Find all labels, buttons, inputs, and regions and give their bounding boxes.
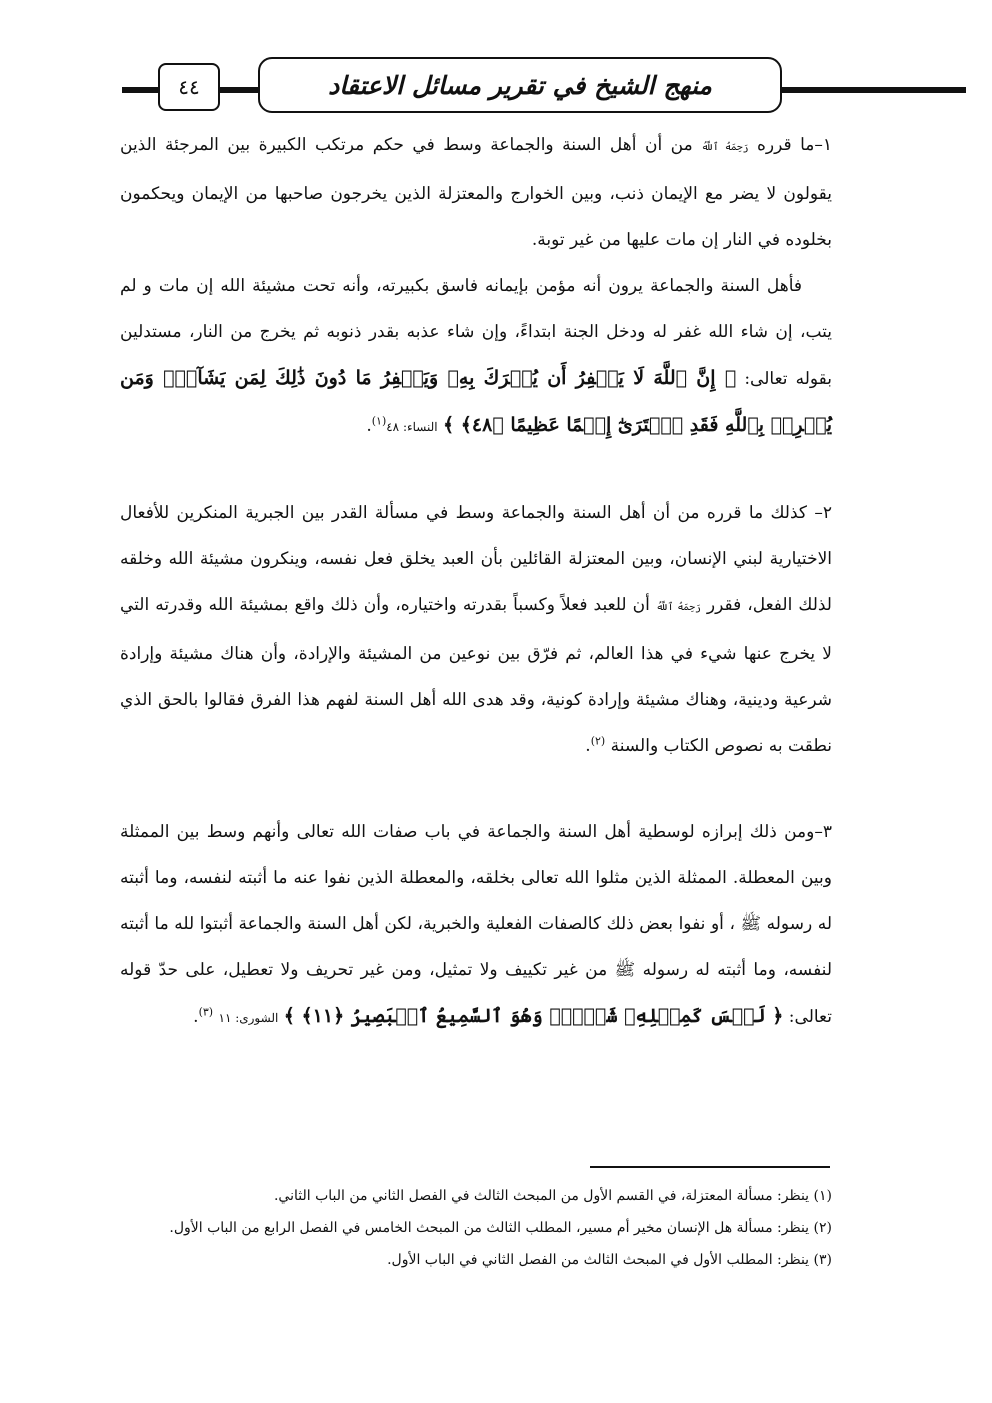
footnotes xyxy=(120,1180,832,1276)
quran-verse-shura: ﴿ لَيۡسَ كَمِثۡلِهِۦ شَيۡءٞۖ وَهُوَ ٱلسَّمِيعُ ٱلۡبَصِيرُ ﴿١١﴾ ﴾ xyxy=(283,1005,784,1027)
section-2-paragraph: ٢– كذلك ما قرره من أن أهل السنة والجماعة وسط في مسألة القدر بين الجبرية المنكرين للأفعال الاختيارية لبني الإنسان، وبين المعتزلة القائلين بأن العبد يخلق فعل نفسه، وينكرون مشيئة الله وخلقه لذلك الفعل، فقرر رَحِمَهُ ٱللَّهُ أن للعبد فعلاً وكسباً بقدرته واختياره، وأن ذلك واقع بمشيئة الله وقدرته التي لا يخرج عنها شيء في هذا العالم، ثم فرّق بين نوعين من المشيئة والإرادة، وأن هناك مشيئة وإرادة شرعية ودينية، وهناك مشيئة وإرادة كونية، وقد هدى الله أهل السنة لفهم هذا الفرق فقالوا بالحق الذي نطقت به نصوص الكتاب والسنة $^{(٢)}$. xyxy=(120,503,832,756)
rahimahullah-honorific: رَحِمَهُ ٱللَّهُ xyxy=(701,142,749,153)
footnote-3: (٣) ينظر: المطلب الأول في المبحث الثالث من الفصل الثاني في الباب الأول. xyxy=(387,1252,832,1268)
footnote-marker-2: (٢) xyxy=(590,734,606,748)
footnote-separator xyxy=(590,1166,830,1168)
header-rule-middle xyxy=(220,87,262,93)
section-1-paragraph-2: فأهل السنة والجماعة يرون أنه مؤمن بإيمانه فاسق بكبيرته، وأنه تحت مشيئة الله إن مات و لم يتب، إن شاء الله غفر له ودخل الجنة ابتداءً، وإن شاء عذبه بقدر ذنوبه ثم يخرج من النار، مستدلين بقوله تعالى: ﴿ إِنَّ ٱللَّهَ لَا يَغۡفِرُ أَن يُشۡرَكَ بِهِۦ وَيَغۡفِرُ مَا دُونَ ذَٰلِكَ لِمَن يَشَآءُۚ وَمَن يُشۡرِكۡ بِٱللَّهِ فَقَدِ ٱفۡتَرَىٰٓ إِثۡمًا عَظِيمًا ﴿٤٨﴾ ﴾ النساء: ٤٨$^{(١)}$. xyxy=(120,276,833,436)
running-title: منهج الشيخ في تقرير مسائل الاعتقاد xyxy=(258,57,782,113)
salla-honorific: ﷺ xyxy=(740,914,762,934)
header-rule-left xyxy=(122,87,160,93)
rahimahullah-honorific: رَحِمَهُ ٱللَّهُ xyxy=(655,602,701,613)
footnote-1: (١) ينظر: مسألة المعتزلة، في القسم الأول من المبحث الثالث في الفصل الثاني من الباب الثاني. xyxy=(273,1188,832,1204)
footnote-marker-3: (٣) xyxy=(198,1005,214,1019)
footnote-marker-1: (١) xyxy=(371,414,387,428)
section-3-paragraph: ٣–ومن ذلك إبرازه لوسطية أهل السنة والجماعة في باب صفات الله تعالى وأنهم وسط بين الممثلة وبين المعطلة. الممثلة الذين مثلوا الله تعالى بخلقه، والمعطلة الذين نفوا عنه ما أثبته لنفسه، وما أثبته له رسوله ﷺ ، أو نفوا بعض ذلك كالصفات الفعلية والخبرية، لكن أهل السنة والجماعة أثبتوا لله ما أثبته لنفسه، وما أثبته له رسوله ﷺ من غير تكييف ولا تمثيل، ومن غير تحريف ولا تعطيل، على حدّ قوله تعالى: ﴿ لَيۡسَ كَمِثۡلِهِۦ شَيۡءٞۖ وَهُوَ ٱلسَّمِيعُ ٱلۡبَصِيرُ ﴿١١﴾ ﴾ الشورى: ١١ $^{(٣)}$. xyxy=(120,822,833,1027)
page-header xyxy=(0,55,992,115)
verse-reference-nisa: النساء: ٤٨ xyxy=(386,420,438,434)
salla-honorific: ﷺ xyxy=(614,960,636,980)
page-number: ٤٤ xyxy=(158,63,220,111)
footnote-2: (٢) ينظر: مسألة هل الإنسان مخير أم مسير، المطلب الثالث من المبحث الخامس في الفصل الرابع من الباب الأول. xyxy=(169,1220,832,1236)
page-body xyxy=(120,122,832,1041)
section-1-paragraph-1: ١–ما قرره رَحِمَهُ ٱللَّهُ من أن أهل السنة والجماعة وسط في حكم مرتكب الكبيرة بين المرجئة الذين يقولون لا يضر مع الإيمان ذنب، وبين الخوارج والمعتزلة الذين يخرجون صاحبها من الإيمان ويحكمون بخلوده في النار إن مات عليها من غير توبة. xyxy=(120,135,833,250)
verse-reference-shura: الشورى: ١١ xyxy=(218,1011,279,1025)
header-rule-right xyxy=(780,87,966,93)
quran-verse-nisa: ﴿ إِنَّ ٱللَّهَ لَا يَغۡفِرُ أَن يُشۡرَكَ بِهِۦ وَيَغۡفِرُ مَا دُونَ ذَٰلِكَ لِمَن يَشَآءُۚ وَمَن يُشۡرِكۡ بِٱللَّهِ فَقَدِ ٱفۡتَرَىٰٓ إِثۡمًا عَظِيمًا ﴿٤٨﴾ ﴾ xyxy=(120,367,832,436)
